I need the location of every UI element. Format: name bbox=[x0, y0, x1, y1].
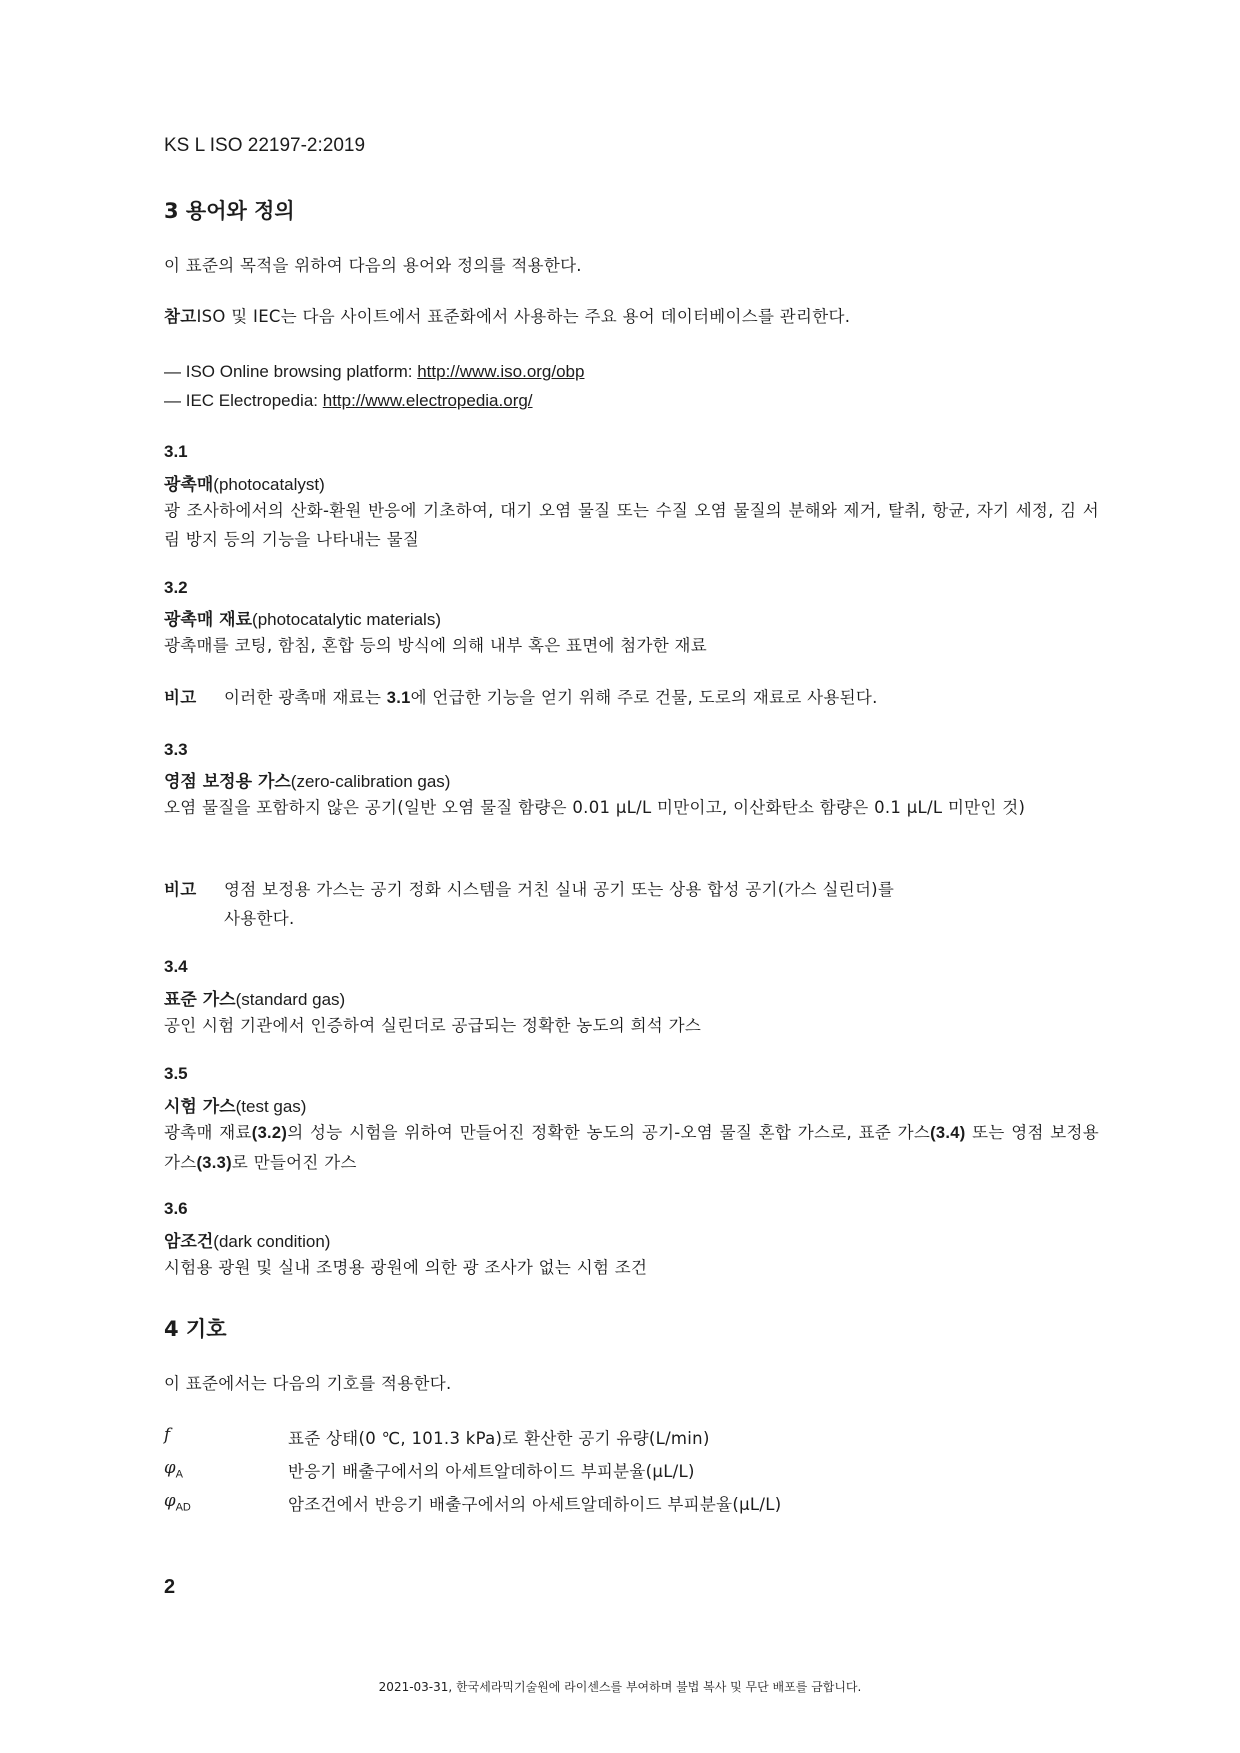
term-korean: 시험 가스 bbox=[164, 1097, 236, 1117]
term-definition: 광촉매를 코팅, 함침, 혼합 등의 방식에 의해 내부 혹은 표면에 첨가한 재료 bbox=[164, 636, 708, 655]
term-english: (zero-calibration gas) bbox=[290, 772, 451, 791]
symbol: $\varphi_A$ bbox=[164, 1458, 183, 1481]
standard-id: KS L ISO 22197-2:2019 bbox=[164, 135, 366, 156]
remark bbox=[164, 683, 1099, 713]
symbol-description: 표준 상태(0 ℃, 101.3 kPa)로 환산한 공기 유량(L/min) bbox=[288, 1429, 710, 1448]
term-number: 3.3 bbox=[164, 740, 188, 759]
term-reference: (3.2) bbox=[251, 1124, 288, 1142]
term-korean: 영점 보정용 가스 bbox=[164, 772, 291, 792]
term-english: (standard gas) bbox=[235, 990, 346, 1009]
definition-text: 의 성능 시험을 위하여 만들어진 정확한 농도의 공기-오염 물질 혼합 가스로, 표준 가스 bbox=[287, 1123, 931, 1142]
note-label: 참고 bbox=[164, 307, 197, 326]
symbol-description: 반응기 배출구에서의 아세트알데하이드 부피분율(μL/L) bbox=[288, 1462, 695, 1481]
section-4-intro: 이 표준에서는 다음의 기호를 적용한다. bbox=[164, 1374, 452, 1393]
definition-text: 광촉매 재료 bbox=[164, 1123, 252, 1142]
term-korean: 표준 가스 bbox=[164, 990, 236, 1010]
term-english: (dark condition) bbox=[213, 1232, 331, 1251]
reference-note bbox=[164, 302, 1099, 331]
term-heading bbox=[164, 1227, 330, 1252]
term-number: 3.1 bbox=[164, 442, 188, 461]
link-prefix: — IEC Electropedia: bbox=[164, 391, 323, 410]
section-4-title: 4 기호 bbox=[164, 1317, 227, 1341]
term-definition: 시험용 광원 및 실내 조명용 광원에 의한 광 조사가 없는 시험 조건 bbox=[164, 1258, 648, 1277]
term-heading bbox=[164, 605, 441, 630]
link-item bbox=[164, 357, 584, 386]
term-reference: (3.4) bbox=[930, 1124, 966, 1142]
electropedia-link[interactable]: http://www.electropedia.org/ bbox=[322, 391, 533, 410]
remark-text: 영점 보정용 가스는 공기 정화 시스템을 거친 실내 공기 또는 상용 합성 공기(가스 실린더)를 bbox=[224, 880, 895, 899]
iso-obp-link[interactable]: http://www.iso.org/obp bbox=[417, 362, 585, 381]
link-list bbox=[164, 357, 584, 415]
term-reference: 3.1 bbox=[386, 689, 411, 707]
section-3-title: 3 용어와 정의 bbox=[164, 199, 295, 223]
remark bbox=[164, 875, 1099, 933]
symbol-description: 암조건에서 반응기 배출구에서의 아세트알데하이드 부피분율(μL/L) bbox=[288, 1495, 782, 1514]
term-heading bbox=[164, 985, 345, 1010]
term-english: (photocatalyst) bbox=[213, 475, 325, 494]
term-english: (photocatalytic materials) bbox=[252, 610, 441, 629]
term-heading bbox=[164, 1092, 306, 1117]
symbol: $\varphi_{AD}$ bbox=[164, 1491, 191, 1514]
term-definition: 광 조사하에서의 산화-환원 반응에 기초하여, 대기 오염 물질 또는 수질 오염 물질의 분해와 제거, 탈취, 항균, 자기 세정, 김 서림 방지 등의 기능을 나타내는 물질 bbox=[164, 501, 1099, 549]
definition-text: 로 만들어진 가스 bbox=[231, 1153, 357, 1172]
term-number: 3.6 bbox=[164, 1199, 188, 1218]
note-text: ISO 및 IEC는 다음 사이트에서 표준화에서 사용하는 주요 용어 데이터베이스를 관리한다. bbox=[196, 307, 851, 326]
section-3-intro: 이 표준의 목적을 위하여 다음의 용어와 정의를 적용한다. bbox=[164, 256, 582, 275]
symbol: f bbox=[164, 1425, 171, 1444]
term-reference: (3.3) bbox=[196, 1154, 232, 1172]
term-number: 3.5 bbox=[164, 1064, 188, 1083]
definition-text: 또는 영점 보정용 가스 bbox=[164, 1123, 1099, 1172]
term-number: 3.4 bbox=[164, 957, 188, 976]
remark-label: 비고 bbox=[164, 880, 197, 899]
remark-text: 에 언급한 기능을 얻기 위해 주로 건물, 도로의 재료로 사용된다. bbox=[410, 688, 878, 707]
term-korean: 광촉매 재료 bbox=[164, 610, 253, 630]
term-number: 3.2 bbox=[164, 578, 188, 597]
term-heading bbox=[164, 470, 325, 495]
term-korean: 광촉매 bbox=[164, 475, 214, 495]
term-english: (test gas) bbox=[235, 1097, 307, 1116]
term-korean: 암조건 bbox=[164, 1232, 214, 1252]
term-definition: 오염 물질을 포함하지 않은 공기(일반 오염 물질 함량은 0.01 μL/L 미만이고, 이산화탄소 함량은 0.1 μL/L 미만인 것) bbox=[164, 798, 1026, 817]
remark-text: 이러한 광촉매 재료는 bbox=[224, 688, 387, 707]
term-definition: 공인 시험 기관에서 인증하여 실린더로 공급되는 정확한 농도의 희석 가스 bbox=[164, 1016, 702, 1035]
term-heading bbox=[164, 767, 450, 792]
link-prefix: — ISO Online browsing platform: bbox=[164, 362, 418, 381]
term-definition bbox=[164, 1118, 1099, 1178]
remark-text: 사용한다. bbox=[224, 909, 295, 928]
license-footer: 2021-03-31, 한국세라믹기술원에 라이센스를 부여하며 불법 복사 및 무단 배포를 금합니다. bbox=[378, 1680, 862, 1694]
page-number: 2 bbox=[164, 1576, 176, 1598]
link-item bbox=[164, 386, 584, 415]
remark-label: 비고 bbox=[164, 688, 197, 707]
